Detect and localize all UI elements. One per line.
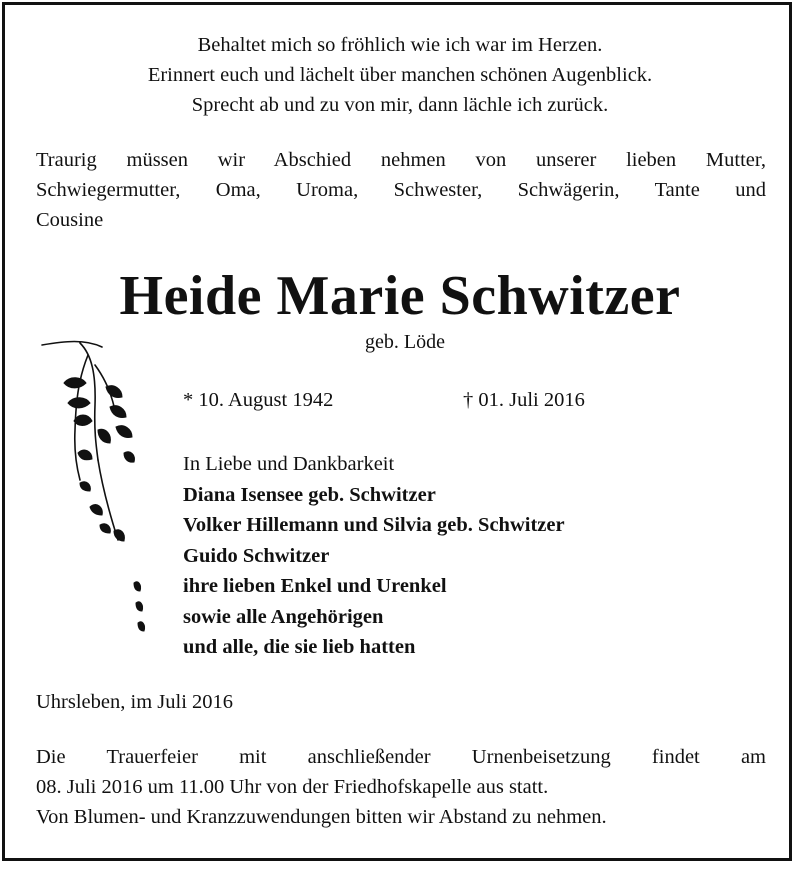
poem: [0, 30, 800, 120]
mourner-name: Diana Isensee geb. Schwitzer: [183, 483, 436, 506]
death-date: † 01. Juli 2016: [463, 389, 585, 411]
birch-branch-icon: [40, 335, 170, 655]
funeral-line: Die Trauerfeier mit anschließender Urnenbeisetzung findet am: [36, 746, 766, 768]
intro-text: [36, 145, 766, 235]
birth-date: * 10. August 1942: [183, 389, 334, 411]
poem-line: Sprecht ab und zu von mir, dann lächle ich zurück.: [191, 94, 609, 116]
funeral-line: Von Blumen- und Kranzzuwendungen bitten wir Abstand zu nehmen.: [36, 806, 607, 828]
intro-line: Traurig müssen wir Abschied nehmen von unserer lieben Mutter,: [36, 149, 766, 171]
poem-line: Behaltet mich so fröhlich wie ich war im Herzen.: [197, 34, 603, 56]
mourner-name: sowie alle Angehörigen: [183, 605, 384, 628]
funeral-line: 08. Juli 2016 um 11.00 Uhr von der Friedhofskapelle aus statt.: [36, 776, 549, 798]
mourner-name: Guido Schwitzer: [183, 544, 330, 567]
intro-line: Schwiegermutter, Oma, Uroma, Schwester, Schwägerin, Tante und: [36, 179, 766, 201]
poem-line: Erinnert euch und lächelt über manchen schönen Augenblick.: [147, 64, 653, 86]
place-date: Uhrsleben, im Juli 2016: [36, 691, 234, 713]
mourners-list: [183, 449, 565, 663]
deceased-name: Heide Marie Schwitzer: [119, 265, 681, 327]
maiden-name: geb. Löde: [365, 331, 445, 353]
intro-line: Cousine: [36, 209, 104, 231]
mourner-name: und alle, die sie lieb hatten: [183, 636, 416, 658]
mourners-heading: In Liebe und Dankbarkeit: [183, 453, 395, 475]
mourner-name: ihre lieben Enkel und Urenkel: [183, 575, 447, 597]
mourner-name: Volker Hillemann und Silvia geb. Schwitzer: [183, 514, 565, 536]
funeral-info: [36, 742, 766, 832]
